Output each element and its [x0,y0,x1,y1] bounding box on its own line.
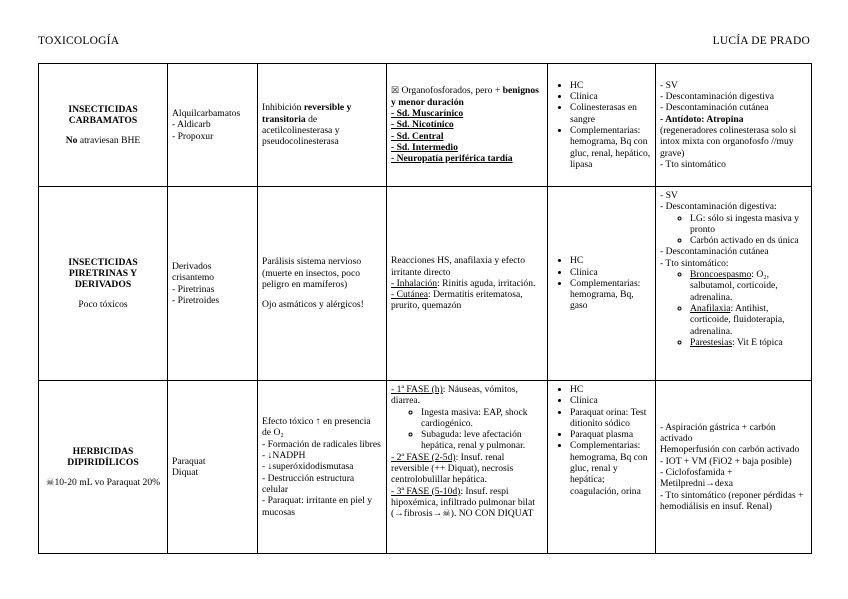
mechanism-line: - ↓superóxidodismutasa [262,461,354,473]
list-item: • Complementarias: hemograma, Bq con gluc, renal, hepático, lipasa [570,125,651,170]
list-item: ◦ LG: sólo si ingesta masiva y pronto [690,213,807,236]
diagnosis-list [552,255,651,311]
treatment-cell [656,187,812,381]
antidote-line: - Antídoto: Atropina [660,113,744,125]
mechanism-warning: Ojo asmáticos y alérgicos! [262,299,364,311]
clinic-item: - Sd. Nicotínico [391,119,454,131]
mechanism-cell: Inhibición reversible y transitoria de acetilcolinesterasa y pseudocolinesterasa [258,64,387,187]
clinic-item: - Sd. Intermedio [391,141,458,153]
treatment-cell [656,64,812,187]
list-item: • Complementarias: hemograma, Bq con gluc, renal y hepática; coagulación, orina [570,440,651,496]
diagnosis-cell [548,381,656,554]
agents-cell [168,381,258,554]
list-item: • Paraquat orina: Test ditionito sódico [570,407,651,430]
list-item: ◦ Parestesias: Vit E tópica [690,337,807,348]
skull-icon: ☠ [45,476,55,488]
header-author: LUCÍA DE PRADO [712,35,810,47]
clinic-item: - Sd. Muscarínico [391,108,464,120]
category-title: INSECTICIDAS CARBAMATOS [68,103,138,126]
mechanism-line: - Formación de radicales libres [262,438,381,450]
treatment-line: - Aspiración gástrica + carbón activado [660,421,776,445]
treatment-line: - Ciclofosfamida + Metilpredni→dexa [660,467,733,490]
list-item: • Clínica [570,395,651,406]
clinic-item: - Sd. Central [391,130,444,142]
category-title: INSECTICIDAS PIRETRINAS Y DERIVADOS [68,256,138,290]
list-item: • HC [570,384,651,395]
list-item: • HC [570,255,651,266]
clinic-phase-3: - 3ª FASE (5-10d): Insuf. respi hipoxémica, infiltrado pulmonar bilat (→fibrosis→☠). NO CON DIQUAT [391,485,535,520]
clinic-cell [387,381,548,554]
mechanism-line: Efecto tóxico ↑ en presencia de O₂ [262,416,371,439]
treatment-line: - Descontaminación cutánea [660,246,769,258]
diagnosis-cell [548,187,656,381]
treatment-line: Hemoperfusión con carbón activado [660,444,800,456]
diagnosis-cell [548,64,656,187]
agent-line: - Aldicarb [172,119,211,131]
treatment-line: - SV [660,190,678,201]
clinic-intro: ☒ Organofosforados, pero + benignos y menor duración [391,85,539,108]
category-note: Poco tóxicos [78,298,128,310]
list-item: • Clínica [570,91,651,102]
table-row-herbicidas [39,381,812,554]
list-item: • Colinesterasas en sangre [570,102,651,125]
treatment-line: - SV [660,79,678,91]
category-cell [39,381,168,554]
treatment-sublist [660,213,807,247]
clinic-sublist [391,407,543,452]
treatment-sublist [660,269,807,348]
list-item: ◦ Anafilaxia: Antihist, corticoide, fluidoterapia, adrenalina. [690,303,807,337]
mechanism-cell [258,381,387,554]
treatment-line: - Descontaminación digestiva [660,91,775,103]
agents-cell [168,187,258,381]
mechanism-line: - Destrucción estructura celular [262,472,355,495]
treatment-note: (regeneradores colinesterasa solo si intox mixta con organofosfo //muy grave) [660,125,797,159]
agent-line: Diquat [172,467,199,478]
clinic-item: - Neuropatía periférica tardía [391,153,513,165]
agent-line: Paraquat [172,455,206,467]
mechanism-text: Parálisis sistema nervioso (muerte en insectos, poco peligro en mamíferos) [262,256,362,290]
table-row-piretrinas [39,187,812,381]
agent-line: Alquilcarbamatos [172,108,241,120]
agent-line: - Piretrinas [172,283,215,295]
treatment-line: - Tto sintomático: [660,257,729,269]
treatment-line: - Descontaminación cutánea [660,102,769,114]
clinic-phase-2: - 2ª FASE (2-5d): Insuf. renal reversible (++ Diquat), necrosis centrolobulillar hepática. [391,451,514,486]
clinic-intro: Reacciones HS, anafilaxia y efecto irritante directo [391,255,525,278]
category-cell [39,64,168,187]
category-note: ☠10-20 mL vo Paraquat 20% [45,476,161,488]
clinic-cell [387,187,548,381]
list-item: ◦ Subaguda: leve afectación hepática, renal y pulmonar. [421,429,543,452]
treatment-line: - Tto sintomático [660,158,726,170]
category-cell [39,187,168,381]
category-title: HERBICIDAS DIPIRIDÍLICOS [67,445,139,468]
toxicology-table [38,63,812,554]
checkbox-icon: ☒ [391,85,400,96]
agent-line: Derivados crisantemo [172,260,215,284]
diagnosis-list [552,80,651,170]
agent-line: - Propoxur [172,130,214,142]
treatment-line: - IOT + VM (FiO2 + baja posible) [660,455,792,467]
treatment-line: - Descontaminación digestiva: [660,201,777,213]
list-item: • Clínica [570,267,651,278]
clinic-item: - Cutánea: Dermatitis eritematosa, prurito, quemazón [391,289,523,312]
clinic-item: - Inhalación: Rinitis aguda, irritación. [391,277,536,289]
agents-cell [168,64,258,187]
list-item: • Complementarias: hemograma, Bq, gaso [570,278,651,312]
clinic-phase-1: - 1ª FASE (h): Náuseas, vómitos, diarrea. [391,384,518,407]
list-item: • Paraquat plasma [570,429,651,440]
header-title: TOXICOLOGÍA [38,35,120,47]
table-row-carbamatos [39,64,812,187]
category-note: No atraviesan BHE [65,134,141,146]
list-item: ◦ Ingesta masiva: EAP, shock cardiogénico. [421,407,543,430]
clinic-cell [387,64,548,187]
agent-line: - Piretroides [172,294,220,306]
list-item: • HC [570,80,651,91]
list-item: ◦ Broncoespasmo: O₂, salbutamol, corticoide, adrenalina. [690,269,807,303]
mechanism-line: - ↓NADPH [262,450,306,462]
mechanism-cell [258,187,387,381]
diagnosis-list [552,384,651,497]
mechanism-line: - Paraquat: irritante en piel y mucosas [262,495,373,518]
treatment-cell [656,381,812,554]
treatment-line: - Tto sintomático (reponer pérdidas + hemodiálisis en insuf. Renal) [660,489,804,512]
list-item: ◦ Carbón activado en ds única [690,235,807,246]
